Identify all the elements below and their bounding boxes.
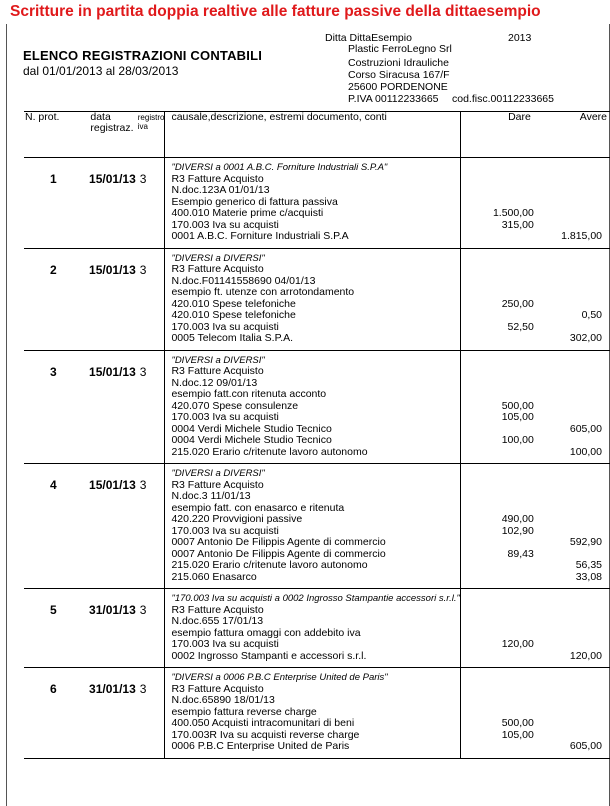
avere-amount [534, 526, 602, 538]
entry-register: 3 [138, 589, 165, 668]
avere-amount [534, 605, 602, 617]
dare-amount [461, 389, 534, 401]
dare-amount [461, 684, 534, 696]
dare-amount: 52,50 [507, 321, 534, 333]
avere-amount: 605,00 [569, 741, 602, 752]
avere-amount [534, 616, 602, 628]
entry-number: 3 [24, 350, 68, 464]
company-address: Corso Siracusa 167/F [348, 69, 450, 81]
avere-amount [534, 197, 602, 209]
dare-amount [461, 366, 534, 378]
entry-avere [534, 158, 610, 249]
entry-line: R3 Fatture Acquisto [171, 604, 264, 616]
dare-amount: 315,00 [501, 219, 534, 231]
avere-amount: 120,00 [569, 650, 602, 662]
avere-amount [534, 718, 602, 730]
avere-amount [534, 468, 602, 480]
entry-dare [460, 589, 533, 668]
dare-amount [461, 276, 534, 288]
dare-amount [461, 593, 534, 605]
entry-line: 215.020 Erario c/ritenute lavoro autonomo [171, 560, 368, 571]
avere-amount [534, 264, 602, 276]
entry-line: 400.010 Materie prime c/acquisti [171, 208, 324, 219]
dare-amount [461, 355, 534, 367]
page-header [0, 0, 610, 24]
dare-amount: 105,00 [501, 729, 534, 741]
entry-line: 170.003 Iva su acquisti [171, 412, 279, 423]
dare-amount [461, 197, 534, 209]
entry-causale: "DIVERSI a DIVERSI" [171, 252, 265, 264]
dare-amount [461, 162, 534, 174]
entry-row [24, 668, 610, 759]
avere-amount [534, 491, 602, 503]
dare-amount [461, 264, 534, 276]
entry-register: 3 [138, 464, 165, 589]
entry-line: esempio fatt. con enasarco e ritenuta [171, 502, 345, 514]
col-prot: N. prot. [24, 112, 68, 158]
avere-amount [534, 514, 602, 526]
entry-line: R3 Fatture Acquisto [171, 264, 264, 275]
entry-date: 15/01/13 [68, 464, 137, 589]
entry-line: esempio fatt.con ritenuta acconto [171, 389, 327, 400]
entry-avere [534, 248, 610, 350]
avere-amount: 56,35 [575, 560, 602, 571]
avere-amount [534, 480, 602, 492]
dare-amount [461, 447, 534, 459]
dare-amount [461, 378, 534, 390]
entry-line: 420.220 Provvigioni passive [171, 514, 303, 525]
company-codfisc: cod.fisc.00112233665 [452, 93, 554, 105]
col-reg: registro iva [138, 112, 165, 158]
entry-line: 215.060 Enasarco [171, 571, 257, 583]
entry-row [24, 158, 610, 249]
avere-amount [534, 185, 602, 197]
entry-date: 15/01/13 [68, 248, 137, 350]
dare-amount [461, 480, 534, 492]
entry-line: N.doc.F01141558690 04/01/13 [171, 275, 316, 287]
avere-amount [534, 730, 602, 742]
entry-line: Esempio generico di fattura passiva [171, 196, 338, 208]
dare-amount [461, 651, 534, 663]
entry-line: 0007 Antonio De Filippis Agente di commercio [171, 548, 386, 560]
entry-description [165, 668, 460, 759]
entry-line: 215.020 Erario c/ritenute lavoro autonomo [171, 446, 368, 458]
dare-amount: 102,90 [501, 525, 534, 537]
entry-row [24, 589, 610, 668]
dare-amount [461, 185, 534, 197]
entry-dare [460, 350, 533, 464]
dare-amount [461, 695, 534, 707]
entry-register: 3 [138, 248, 165, 350]
avere-amount [534, 322, 602, 334]
avere-amount [534, 672, 602, 684]
dare-amount: 490,00 [501, 514, 534, 525]
avere-amount [534, 366, 602, 378]
entry-causale: "170.003 Iva su acquisti a 0002 Ingrosso Stampantie accessori s.r.l." [171, 593, 460, 604]
dare-amount: 120,00 [501, 639, 534, 650]
company-year: 2013 [508, 32, 532, 44]
dare-amount [461, 253, 534, 265]
entry-line: 400.050 Acquisti intracomunitari di beni [171, 718, 355, 729]
col-dare: Dare [460, 112, 533, 158]
entry-number: 4 [24, 464, 68, 589]
avere-amount [534, 253, 602, 265]
ledger-table [24, 111, 610, 759]
entry-line: esempio ft. utenze con arrotondamento [171, 287, 355, 298]
entry-register: 3 [138, 668, 165, 759]
entry-line: R3 Fatture Acquisto [171, 683, 264, 695]
dare-amount: 500,00 [501, 400, 534, 412]
dare-amount [461, 560, 534, 572]
entry-line: 420.070 Spese consulenze [171, 400, 299, 412]
entry-causale: "DIVERSI a 0001 A.B.C. Forniture Industriali S.P.A" [171, 162, 388, 173]
entry-line: N.doc.3 11/01/13 [171, 491, 251, 502]
entry-line: 170.003R Iva su acquisti reverse charge [171, 729, 360, 741]
entry-description [165, 464, 460, 589]
avere-amount: 302,00 [569, 333, 602, 344]
dare-amount [461, 174, 534, 186]
avere-amount [534, 695, 602, 707]
avere-amount: 1.815,00 [561, 231, 602, 242]
avere-amount [534, 639, 602, 651]
entry-date: 15/01/13 [68, 350, 137, 464]
dare-amount [461, 628, 534, 640]
entry-row [24, 248, 610, 350]
avere-amount [534, 684, 602, 696]
entry-row [24, 350, 610, 464]
avere-amount: 100,00 [569, 446, 602, 458]
company-name: Plastic FerroLegno Srl [348, 43, 452, 55]
report-title: ELENCO REGISTRAZIONI CONTABILI [23, 48, 263, 63]
entry-date: 31/01/13 [68, 668, 137, 759]
entry-description [165, 589, 460, 668]
entry-line: R3 Fatture Acquisto [171, 173, 264, 185]
entry-avere [534, 668, 610, 759]
entry-causale: "DIVERSI a DIVERSI" [171, 468, 265, 479]
avere-amount [534, 593, 602, 605]
entry-line: 0001 A.B.C. Forniture Industriali S.P.A [171, 231, 349, 242]
dare-amount [461, 491, 534, 503]
avere-amount [534, 412, 602, 424]
entry-causale: "DIVERSI a 0006 P.B.C Enterprise United de Paris" [171, 672, 388, 683]
avere-amount [534, 389, 602, 401]
avere-amount [534, 276, 602, 288]
dare-amount [461, 310, 534, 322]
avere-amount [534, 299, 602, 311]
entry-line: N.doc.12 09/01/13 [171, 377, 258, 389]
entry-line: 0004 Verdi Michele Studio Tecnico [171, 423, 332, 435]
entry-line: 0002 Ingrosso Stampanti e accessori s.r.l. [171, 650, 367, 662]
dare-amount [461, 503, 534, 515]
entry-number: 1 [24, 158, 68, 249]
company-piva: P.IVA 00112233665 [348, 93, 439, 105]
entry-line: esempio fattura omaggi con addebito iva [171, 627, 361, 639]
col-desc: causale,descrizione, estremi documento, conti [165, 112, 460, 158]
entry-line: N.doc.655 17/01/13 [171, 616, 264, 627]
avere-amount [534, 549, 602, 561]
dare-amount [461, 707, 534, 719]
page-title: Scritture in partita doppia realtive alle fatture passive della dittaesempio [10, 3, 541, 20]
entry-date: 31/01/13 [68, 589, 137, 668]
dare-amount [461, 672, 534, 684]
company-city: 25600 PORDENONE [348, 81, 448, 93]
avere-amount [534, 435, 602, 447]
entry-number: 2 [24, 248, 68, 350]
avere-amount [534, 378, 602, 390]
dare-amount: 1.500,00 [492, 208, 534, 219]
dare-amount: 500,00 [501, 718, 534, 729]
report-period: dal 01/01/2013 al 28/03/2013 [23, 64, 179, 78]
avere-amount [534, 401, 602, 413]
entry-line: 0005 Telecom Italia S.P.A. [171, 333, 294, 344]
company-ditta: Ditta DittaEsempio [325, 32, 412, 44]
entry-description [165, 158, 460, 249]
entry-register: 3 [138, 350, 165, 464]
dare-amount [461, 333, 534, 345]
entry-line: 170.003 Iva su acquisti [171, 219, 279, 231]
entry-date: 15/01/13 [68, 158, 137, 249]
avere-amount: 0,50 [581, 310, 602, 321]
entry-dare [460, 464, 533, 589]
entry-dare [460, 248, 533, 350]
dare-amount [461, 616, 534, 628]
avere-amount: 592,90 [569, 537, 602, 548]
avere-amount [534, 355, 602, 367]
entry-line: 0004 Verdi Michele Studio Tecnico [171, 435, 332, 446]
dare-amount [461, 572, 534, 584]
entry-register: 3 [138, 158, 165, 249]
ledger-body [24, 158, 610, 759]
entry-description [165, 248, 460, 350]
entry-avere [534, 350, 610, 464]
dare-amount [461, 605, 534, 617]
avere-amount [534, 628, 602, 640]
entry-line: esempio fattura reverse charge [171, 706, 317, 718]
col-date: data registraz. [68, 112, 137, 158]
entry-line: 0007 Antonio De Filippis Agente di commercio [171, 537, 386, 548]
dare-amount: 100,00 [501, 435, 534, 446]
entry-line: 170.003 Iva su acquisti [171, 321, 279, 333]
entry-line: 420.010 Spese telefoniche [171, 310, 296, 321]
entry-avere [534, 464, 610, 589]
dare-amount [461, 231, 534, 243]
entry-number: 5 [24, 589, 68, 668]
col-avere: Avere [534, 112, 610, 158]
entry-line: R3 Fatture Acquisto [171, 366, 264, 377]
dare-amount: 250,00 [501, 298, 534, 310]
dare-amount [461, 424, 534, 436]
avere-amount [534, 162, 602, 174]
entry-row [24, 464, 610, 589]
avere-amount [534, 503, 602, 515]
entry-line: 170.003 Iva su acquisti [171, 639, 279, 650]
entry-line: 0006 P.B.C Enterprise United de Paris [171, 741, 350, 752]
avere-amount [534, 287, 602, 299]
dare-amount [461, 468, 534, 480]
entry-line: N.doc.65890 18/01/13 [171, 695, 275, 706]
entry-dare [460, 668, 533, 759]
dare-amount [461, 287, 534, 299]
entry-avere [534, 589, 610, 668]
avere-amount [534, 208, 602, 220]
entry-line: R3 Fatture Acquisto [171, 479, 264, 491]
entry-line: 420.010 Spese telefoniche [171, 298, 296, 310]
dare-amount [461, 741, 534, 753]
dare-amount [461, 537, 534, 549]
dare-amount: 105,00 [501, 412, 534, 423]
company-activity: Costruzioni Idrauliche [348, 57, 449, 69]
avere-amount [534, 220, 602, 232]
column-header-row [24, 112, 610, 158]
avere-amount: 33,08 [575, 571, 602, 583]
entry-number: 6 [24, 668, 68, 759]
avere-amount: 605,00 [569, 423, 602, 435]
entry-dare [460, 158, 533, 249]
dare-amount: 89,43 [507, 548, 534, 560]
entry-causale: "DIVERSI a DIVERSI" [171, 354, 265, 366]
entry-line: N.doc.123A 01/01/13 [171, 185, 270, 196]
avere-amount [534, 707, 602, 719]
entry-description [165, 350, 460, 464]
entry-line: 170.003 Iva su acquisti [171, 525, 279, 537]
avere-amount [534, 174, 602, 186]
